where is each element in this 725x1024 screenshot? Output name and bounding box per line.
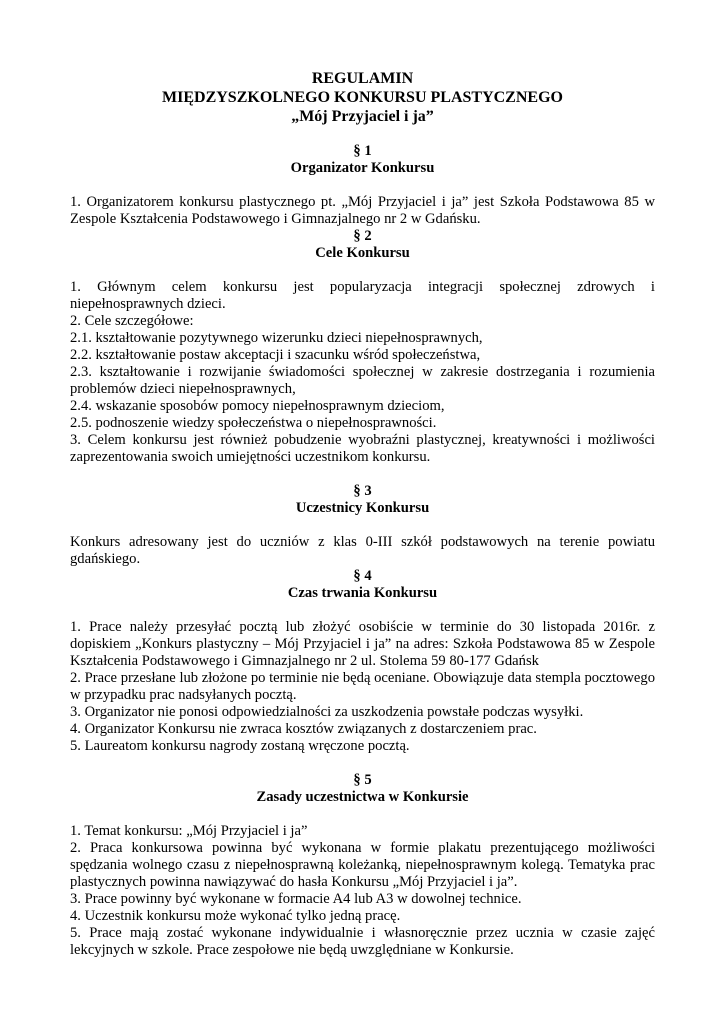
section-2-heading: Cele Konkursu [315,245,410,261]
section-4-item-3: 3. Organizator nie ponosi odpowiedzialności za uszkodzenia powstałe podczas wysyłki. [70,704,584,720]
section-2-number: § 2 [353,228,372,244]
section-1-number: § 1 [353,143,372,159]
document-page [70,69,655,959]
section-5-item-4: 4. Uczestnik konkursu może wykonać tylko jedną pracę. [70,908,401,924]
section-5 [70,772,655,959]
section-2-item-2-5: 2.5. podnoszenie wiedzy społeczeństwa o niepełnosprawności. [70,415,437,431]
section-2 [70,228,655,466]
title-line-2: MIĘDZYSZKOLNEGO KONKURSU PLASTYCZNEGO [162,89,563,106]
section-2-item-3: 3. Celem konkursu jest również pobudzenie wyobraźni plastycznej, kreatywności i możliwości zaprezentowania swoich umiejętności uczestnikom konkursu. [70,432,655,465]
section-2-item-2-3: 2.3. kształtowanie i rozwijanie świadomości społecznej w zakresie dostrzegania i rozumienia problemów dzieci niepełnosprawnych, [70,364,655,397]
section-2-item-2-1: 2.1. kształtowanie pozytywnego wizerunku dzieci niepełnosprawnych, [70,330,483,346]
title-line-1: REGULAMIN [311,70,414,87]
section-4-number: § 4 [353,568,372,584]
section-2-item-2-4: 2.4. wskazanie sposobów pomocy niepełnosprawnym dzieciom, [70,398,445,414]
section-4-item-4: 4. Organizator Konkursu nie zwraca kosztów związanych z dostarczeniem prac. [70,721,537,737]
section-4-item-1: 1. Prace należy przesyłać pocztą lub złożyć osobiście w terminie do 30 listopada 2016r. z dopiskiem „Konkurs plastyczny – Mój Przyjaciel i ja” na adres: Szkoła Podstawowa 85 w Zespole Kształcenia Podstawowego i Gimnazjalnego nr 2 ul. Stolema 59 80-177 Gdańsk [70,619,655,669]
title-line-3: „Mój Przyjaciel i ja” [291,108,434,125]
section-1-heading: Organizator Konkursu [290,160,435,176]
section-5-item-3: 3. Prace powinny być wykonane w formacie A4 lub A3 w dowolnej technice. [70,891,522,907]
section-4-item-2: 2. Prace przesłane lub złożone po terminie nie będą oceniane. Obowiązuje data stempla pocztowego w przypadku prac nadsyłanych pocztą. [70,670,655,703]
section-5-item-5: 5. Prace mają zostać wykonane indywidualnie i własnoręcznie przez ucznia w czasie zajęć lekcyjnych w szkole. Prace zespołowe nie będą uwzględniane w Konkursie. [70,925,655,958]
section-4 [70,568,655,755]
section-1 [70,143,655,228]
document-title [70,69,655,126]
section-3-item-1: Konkurs adresowany jest do uczniów z klas 0-III szkół podstawowych na terenie powiatu gdańskiego. [70,534,655,567]
section-5-heading: Zasady uczestnictwa w Konkursie [256,789,469,805]
section-2-item-2: 2. Cele szczegółowe: [70,313,194,329]
section-5-item-2: 2. Praca konkursowa powinna być wykonana w formie plakatu prezentującego możliwości spędzania wolnego czasu z niepełnosprawną koleżanką, niepełnosprawnym kolegą. Tematyka prac plastycznych powinna nawiązywać do hasła Konkursu „Mój Przyjaciel i ja”. [70,840,655,890]
section-1-item-1: 1. Organizatorem konkursu plastycznego pt. „Mój Przyjaciel i ja” jest Szkoła Podstawowa 85 w Zespole Kształcenia Podstawowego i Gimnazjalnego nr 2 w Gdańsku. [70,194,655,227]
section-2-item-2-2: 2.2. kształtowanie postaw akceptacji i szacunku wśród społeczeństwa, [70,347,481,363]
section-4-item-5: 5. Laureatom konkursu nagrody zostaną wręczone pocztą. [70,738,410,754]
section-4-heading: Czas trwania Konkursu [287,585,438,601]
section-2-item-1: 1. Głównym celem konkursu jest popularyzacja integracji społecznej zdrowych i niepełnosprawnych dzieci. [70,279,655,312]
section-3-heading: Uczestnicy Konkursu [295,500,430,516]
section-3 [70,483,655,568]
section-3-number: § 3 [353,483,372,499]
section-5-item-1: 1. Temat konkursu: „Mój Przyjaciel i ja” [70,823,308,839]
section-5-number: § 5 [353,772,372,788]
